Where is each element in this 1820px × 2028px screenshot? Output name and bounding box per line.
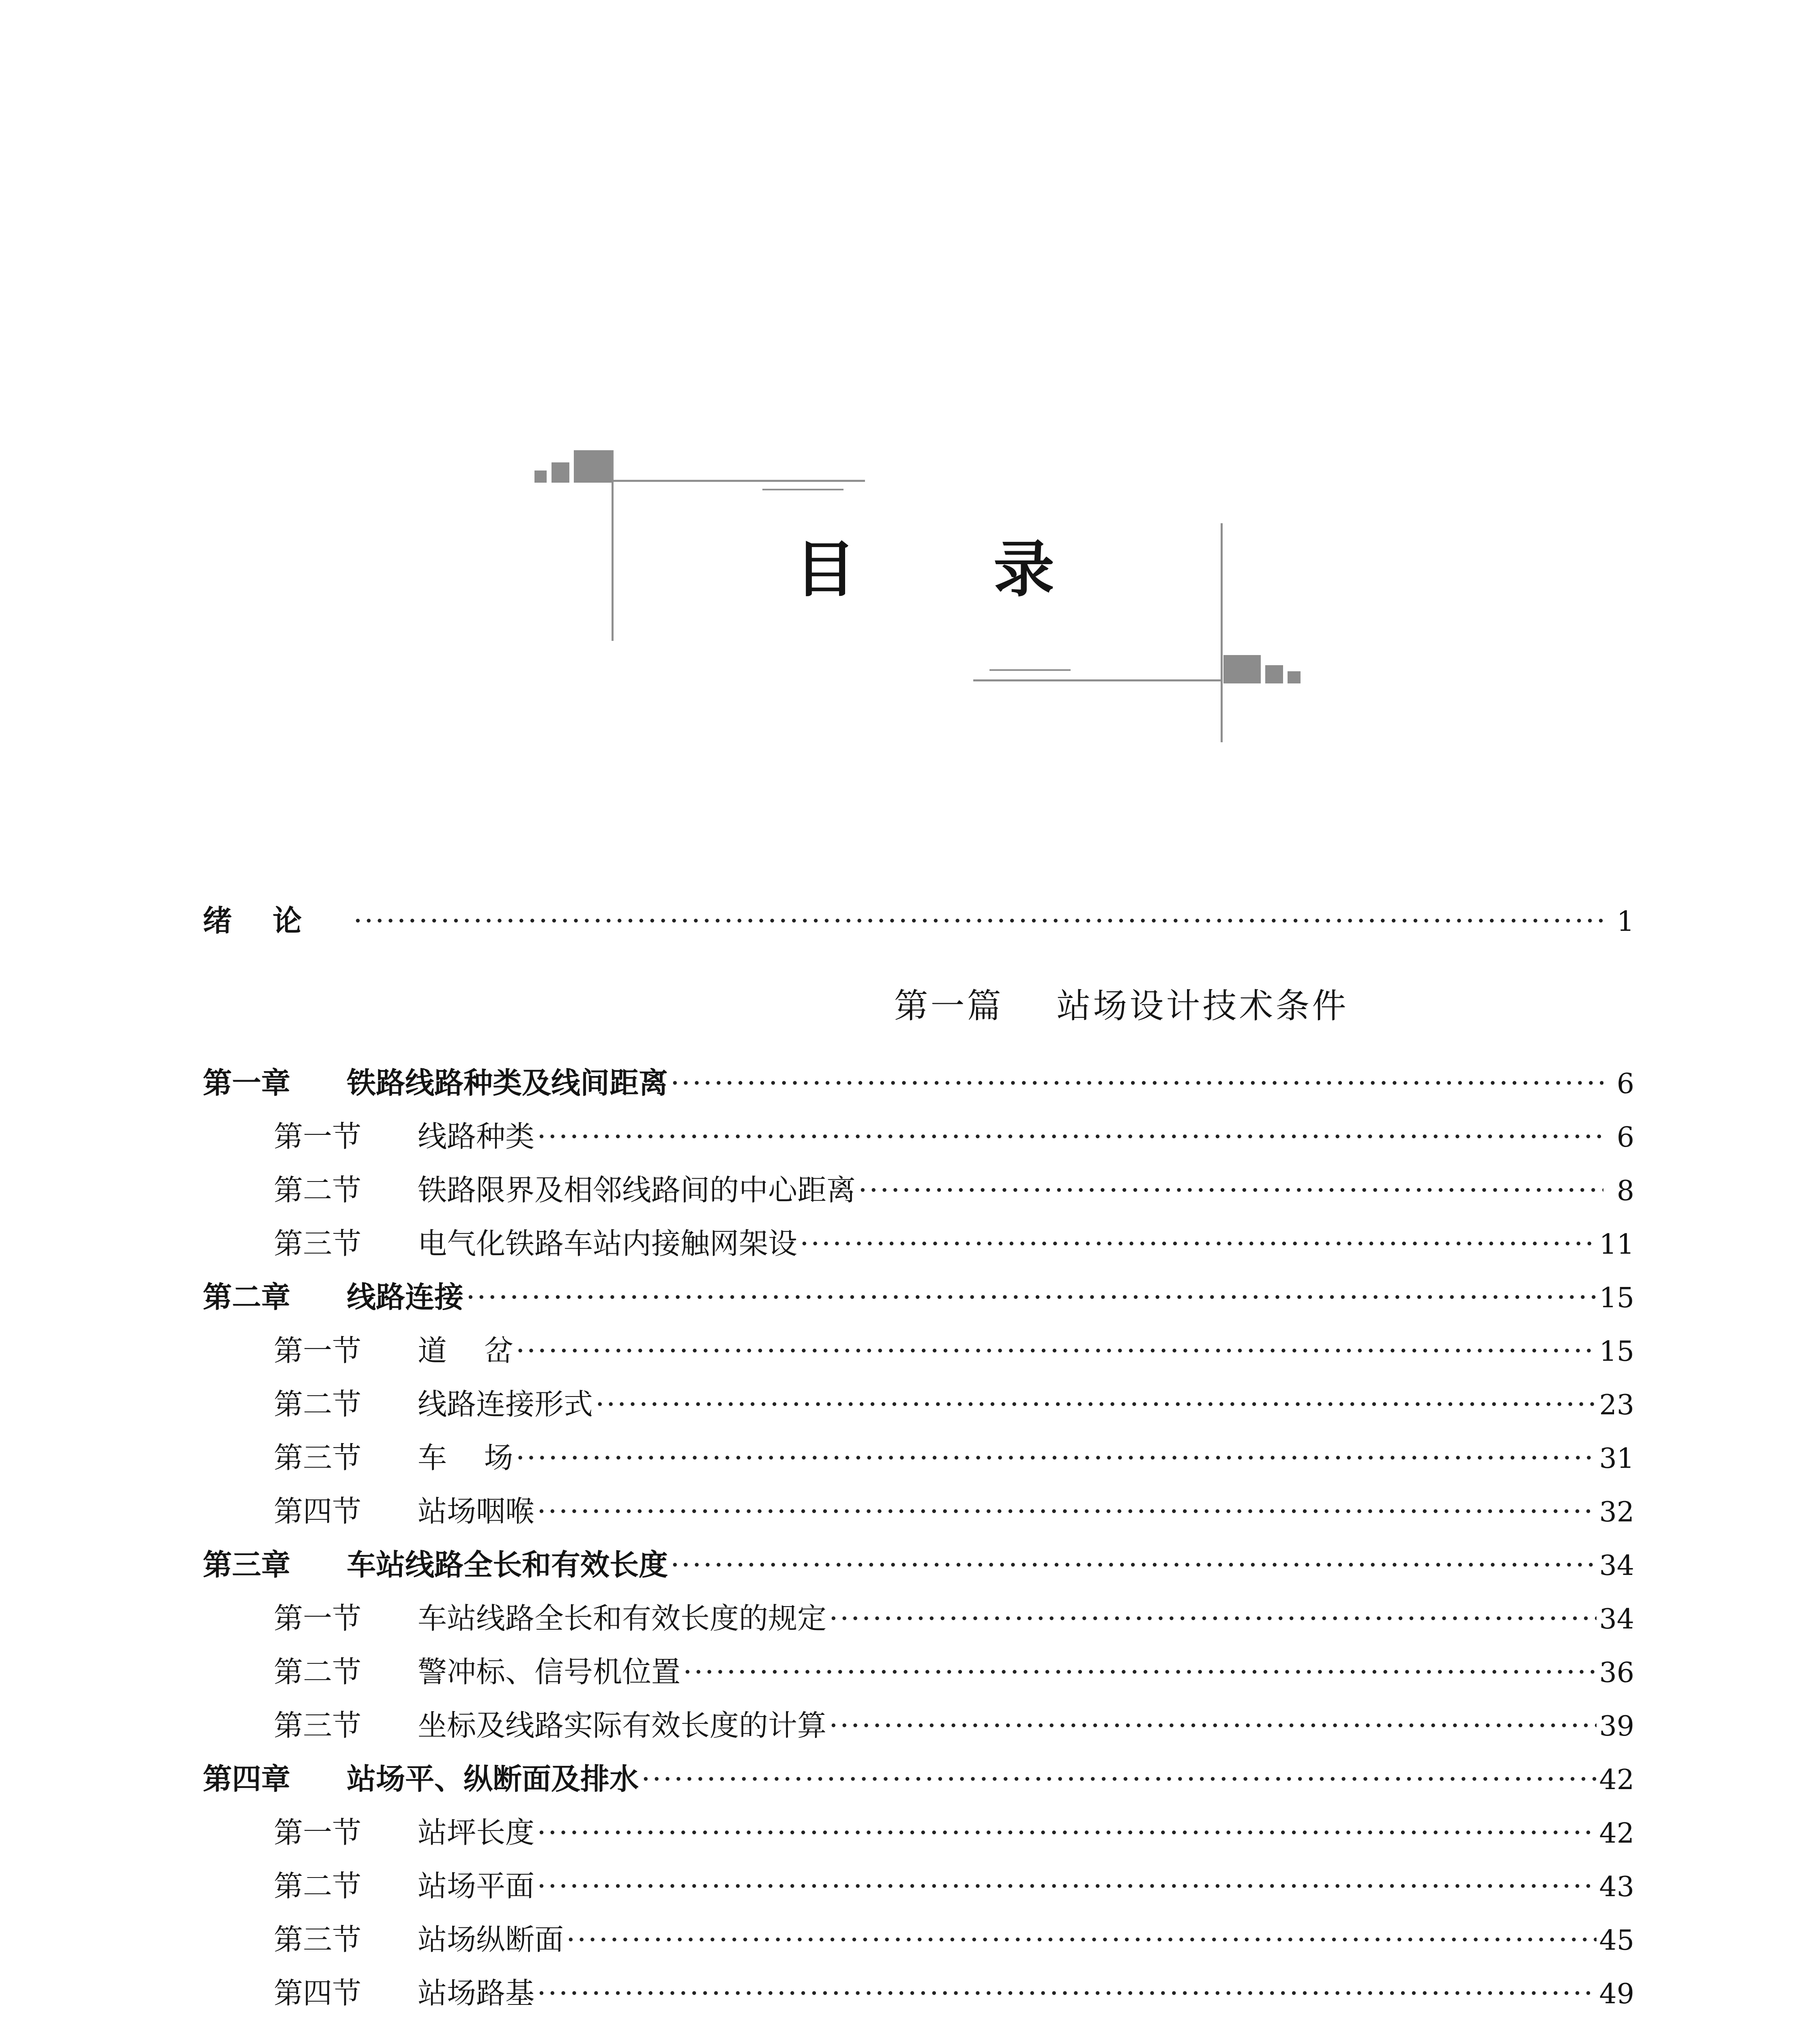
leader-dots: [670, 1545, 1597, 1585]
leader-dots: [516, 1437, 1597, 1478]
section-title: 站场咽喉: [418, 1494, 535, 1528]
section-label: 第二节: [274, 1655, 362, 1689]
toc-section[interactable]: [274, 1384, 1634, 1424]
section-title: 道 岔: [418, 1334, 513, 1368]
section-label: 第一节: [274, 1334, 362, 1368]
leader-dots: [537, 1812, 1597, 1853]
section-title: 铁路限界及相邻线路间的中心距离: [418, 1173, 856, 1207]
section-label: [274, 2026, 418, 2028]
section-page: 43: [1599, 1871, 1634, 1903]
table-of-contents: [203, 0, 1634, 2028]
chapter-title: 线路连接: [347, 1280, 464, 1314]
leader-dots: [641, 1759, 1597, 1799]
section-title: 电气化铁路车站内接触网架设: [418, 1227, 798, 1261]
section-title: 站场路基: [418, 1976, 535, 2010]
toc-entry-intro[interactable]: [203, 900, 1634, 941]
section-page: 11: [1599, 1229, 1634, 1261]
section-title: 坐标及线路实际有效长度的计算: [418, 1708, 827, 1742]
leader-dots: [537, 1491, 1597, 1532]
leader-dots: [537, 2026, 1597, 2028]
chapter-label: 第二章: [203, 1280, 291, 1314]
chapter-title: 车站线路全长和有效长度: [347, 1548, 668, 1582]
section-page: 49: [1599, 1978, 1634, 2010]
section-page: 15: [1599, 1336, 1634, 1368]
section-title: 线路种类: [418, 1119, 535, 1154]
section-label: 第三节: [274, 1227, 362, 1261]
page-title-char-1: 目: [795, 535, 856, 605]
chapter-label: 第一章: [203, 1066, 291, 1100]
toc-chapter[interactable]: [203, 1759, 1634, 1799]
leader-dots: [537, 1973, 1597, 2013]
leader-dots: [353, 900, 1603, 941]
section-label: 第四节: [274, 1976, 362, 2010]
section-title: 站场纵断面: [418, 1923, 564, 1957]
toc-section[interactable]: [274, 1437, 1634, 1478]
section-title: 站坪长度: [418, 1815, 535, 1850]
toc-entry-label: 绪 论: [203, 904, 302, 938]
section-label: 第一节: [274, 1601, 362, 1635]
leader-dots: [858, 1170, 1603, 1210]
toc-section[interactable]: [274, 1116, 1634, 1157]
toc-section[interactable]: [274, 1812, 1634, 1853]
section-page: 34: [1599, 1603, 1634, 1635]
section-page: 32: [1599, 1496, 1634, 1528]
section-label: 第一节: [274, 1815, 362, 1850]
toc-chapter[interactable]: [203, 1277, 1634, 1317]
toc-entry-page: 1: [1616, 906, 1634, 938]
leader-dots: [466, 1277, 1597, 1317]
leader-dots: [829, 1598, 1597, 1639]
toc-section[interactable]: [274, 1652, 1634, 1692]
section-page: 45: [1599, 1925, 1634, 1957]
section-page: 8: [1616, 1175, 1634, 1207]
page-title-char-2: 录: [993, 535, 1054, 605]
section-title: 车站线路全长和有效长度的规定: [418, 1601, 827, 1635]
chapter-label: 第四章: [203, 1762, 291, 1796]
section-page: 23: [1599, 1389, 1634, 1421]
section-page: 39: [1599, 1710, 1634, 1742]
section-label: 第三节: [274, 1708, 362, 1742]
leader-dots: [537, 1116, 1603, 1157]
leader-dots: [595, 1384, 1597, 1424]
section-title: 警冲标、信号机位置: [418, 1655, 681, 1689]
toc-chapter[interactable]: [203, 1545, 1634, 1585]
section-title: [418, 2026, 534, 2028]
section-label: 第四节: [274, 1494, 362, 1528]
chapter-page: 15: [1599, 1282, 1634, 1314]
section-page: 6: [1616, 1121, 1634, 1154]
chapter-page: 42: [1599, 1764, 1634, 1796]
section-title: 车 场: [418, 1441, 513, 1475]
toc-section[interactable]: [274, 1973, 1634, 2013]
leader-dots: [683, 1652, 1597, 1692]
leader-dots: [516, 1330, 1597, 1371]
toc-section[interactable]: [274, 1491, 1634, 1532]
toc-section[interactable]: [274, 1919, 1634, 1960]
section-label: 第三节: [274, 1441, 362, 1475]
section-label: 第二节: [274, 1869, 362, 1903]
section-title: 线路连接形式: [418, 1387, 593, 1421]
chapter-title: 铁路线路种类及线间距离: [347, 1066, 668, 1100]
chapter-page: 6: [1616, 1068, 1634, 1100]
section-page: 31: [1599, 1443, 1634, 1475]
section-page: 42: [1599, 1817, 1634, 1850]
leader-dots: [800, 1223, 1597, 1264]
leader-dots: [670, 1063, 1603, 1103]
toc-section[interactable]: [274, 2026, 1634, 2028]
chapter-page: 34: [1599, 1550, 1634, 1582]
chapter-title: 站场平、纵断面及排水: [347, 1762, 639, 1796]
section-label: 第二节: [274, 1387, 362, 1421]
section-label: 第三节: [274, 1923, 362, 1957]
section-label: 第一节: [274, 1119, 362, 1154]
chapter-label: 第三章: [203, 1548, 291, 1582]
section-page: 36: [1599, 1657, 1634, 1689]
leader-dots: [829, 1705, 1597, 1746]
toc-section[interactable]: [274, 1705, 1634, 1746]
toc-section[interactable]: [274, 1223, 1634, 1264]
section-title: 站场平面: [418, 1869, 535, 1903]
leader-dots: [566, 1919, 1597, 1960]
toc-section[interactable]: [274, 1330, 1634, 1371]
leader-dots: [537, 1866, 1597, 1906]
section-label: 第二节: [274, 1173, 362, 1207]
toc-section[interactable]: [274, 1170, 1634, 1210]
toc-chapter[interactable]: [203, 1063, 1634, 1103]
toc-section[interactable]: [274, 1598, 1634, 1639]
part-heading: 第一篇 站场设计技术条件: [894, 986, 1349, 1026]
toc-section[interactable]: [274, 1866, 1634, 1906]
